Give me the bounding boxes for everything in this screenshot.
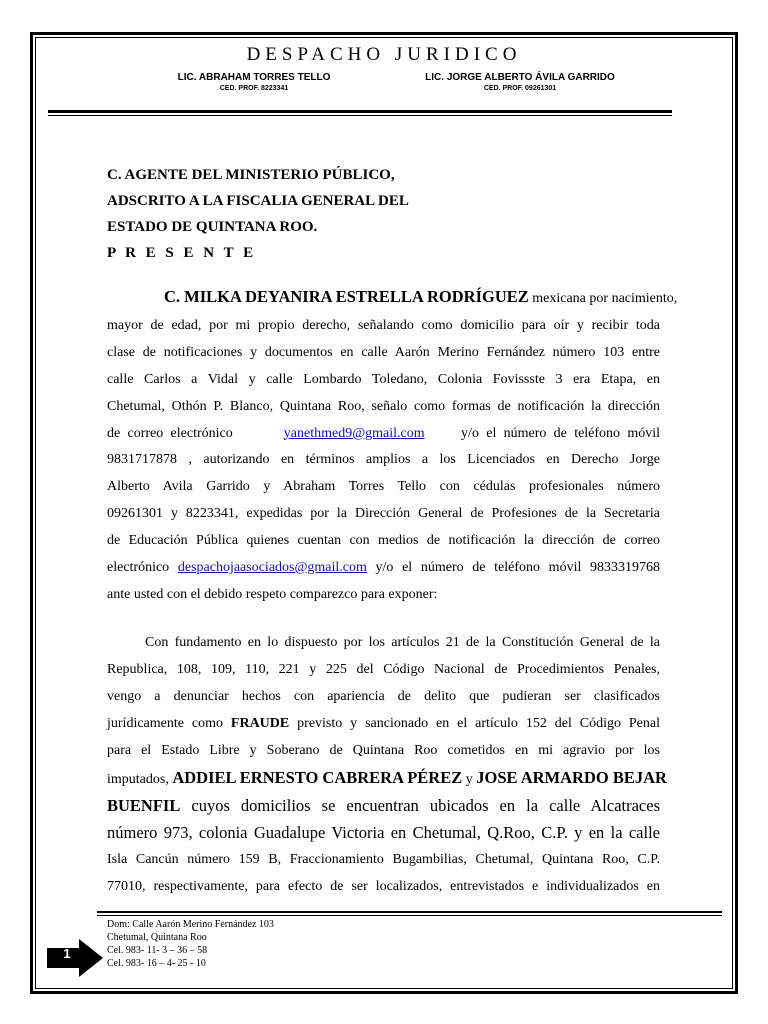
text-line: Alberto Avila Garrido y Abraham Torres Tello con cédulas profesionales número	[107, 479, 660, 495]
text-line: Con fundamento en lo dispuesto por los artículos 21 de la Constitución General de la	[145, 635, 660, 650]
lawyer-name: LIC. ABRAHAM TORRES TELLO	[177, 72, 331, 83]
text-line: clase de notificaciones y documentos en calle Aarón Merino Fernández número 103 entre	[107, 344, 660, 360]
accused-name: JOSE ARMARDO BEJAR	[476, 767, 667, 787]
lawyer-block-avila	[370, 71, 670, 94]
text-line: vengo a denunciar hechos con apariencia de delito que pudieran ser clasificados	[107, 688, 660, 704]
addressee-line: ADSCRITO A LA FISCALIA GENERAL DEL	[107, 193, 409, 209]
footer-line: Chetumal, Quintana Roo	[107, 932, 207, 943]
email-link-complainant[interactable]: yanethmed9@gmail.com	[283, 425, 425, 441]
text-line: Isla Cancún número 159 B, Fraccionamiento Bugambilias, Chetumal, Quintana Roo, C.P.	[107, 852, 660, 868]
text-fragment: previsto y sancionado en el artículo 152 del Código Penal	[289, 715, 660, 731]
complainant-name: C. MILKA DEYANIRA ESTRELLA RODRÍGUEZ	[164, 287, 529, 306]
header-rule-thick	[48, 110, 672, 113]
text-fragment: y/o el número de teléfono móvil 9833319768	[366, 560, 661, 576]
text-fragment: imputados,	[107, 771, 173, 787]
legal-basis-paragraph	[107, 630, 667, 901]
text-fragment: de correo electrónico	[107, 425, 241, 441]
text-fragment: y/o el número de teléfono móvil	[453, 425, 661, 441]
firm-name: DESPACHO JURIDICO	[246, 44, 522, 65]
intro-paragraph	[107, 284, 678, 609]
text-line	[107, 555, 660, 582]
text-line: Chetumal, Othón P. Blanco, Quintana Roo, señalo como formas de notificación la dirección	[107, 398, 660, 414]
text-fragment: electrónico	[107, 560, 178, 576]
lawyer-name: LIC. JORGE ALBERTO ÁVILA GARRIDO	[425, 72, 615, 83]
text-line: 09261301 y 8223341, expedidas por la Dirección General de Profesiones de la Secretaria	[107, 506, 660, 522]
text-fragment: mexicana por nacimiento,	[528, 291, 678, 306]
footer-line: Dom: Calle Aarón Merino Fernández 103	[107, 919, 274, 930]
text-line: calle Carlos a Vidal y calle Lombardo Toledano, Colonia Fovissste 3 era Etapa, en	[107, 371, 660, 387]
text-line: de Educación Pública quienes cuentan con medios de notificación la dirección de correo	[107, 533, 660, 549]
page-number: 1	[63, 946, 71, 961]
footer-line: Cel. 983- 16 – 4- 25 - 10	[107, 958, 206, 969]
text-line	[107, 284, 678, 313]
text-line	[107, 711, 660, 738]
email-link-firm[interactable]: despachojaasociados@gmail.com	[177, 560, 367, 576]
text-line	[107, 421, 660, 448]
lawyer-cedula: CED. PROF. 8223341	[219, 85, 289, 92]
text-line: ante usted con el debido respeto comparezco para exponer:	[107, 586, 438, 602]
presente-line: P R E S E N T E	[107, 245, 257, 261]
text-line: 9831717878 , autorizando en términos amplios a los Licenciados en Derecho Jorge	[107, 452, 660, 468]
addressee-line: C. AGENTE DEL MINISTERIO PÚBLICO,	[107, 167, 395, 183]
footer-line: Cel. 983- 11- 3 – 36 – 58	[107, 945, 208, 956]
lawyer-block-torres	[104, 71, 404, 94]
footer-rule-thin	[97, 915, 722, 916]
text-fragment: y	[462, 771, 477, 787]
accused-name: ADDIEL ERNESTO CABRERA PÉREZ	[172, 767, 463, 787]
text-line: mayor de edad, por mi propio derecho, señalando como domicilio para oír y recibir toda	[107, 317, 660, 333]
accused-name: BUENFIL	[107, 796, 181, 816]
text-line: 77010, respectivamente, para efecto de ser localizados, entrevistados e individualizados en	[107, 879, 660, 895]
text-line: Republica, 108, 109, 110, 221 y 225 del Código Nacional de Procedimientos Penales,	[107, 661, 660, 677]
footer-rule-thick	[97, 911, 722, 913]
addressee-line: ESTADO DE QUINTANA ROO.	[107, 219, 318, 235]
text-fragment: jurídicamente como	[107, 715, 231, 731]
text-line: número 973, colonia Guadalupe Victoria en Chetumal, Q.Roo, C.P. y en la calle	[107, 823, 660, 843]
text-line	[107, 765, 667, 794]
footer-contact	[107, 918, 274, 970]
text-line	[107, 793, 660, 820]
crime-type: FRAUDE	[230, 715, 290, 731]
lawyer-cedula: CED. PROF. 09261301	[483, 85, 557, 92]
text-fragment: cuyos domicilios se encuentran ubicados en la calle Alcatraces	[180, 796, 660, 816]
text-line: para el Estado Libre y Soberano de Quintana Roo cometidos en mi agravio por los	[107, 742, 660, 758]
header-rule-thin	[48, 115, 672, 116]
addressee-block	[107, 162, 409, 266]
